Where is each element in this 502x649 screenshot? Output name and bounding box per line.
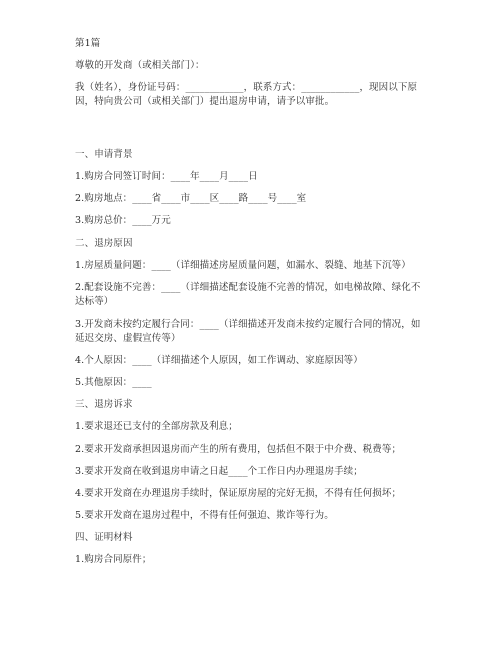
list-item: 5.其他原因：____ (75, 377, 152, 388)
list-item-line-1: 3.开发商未按约定履行合同：____（详细描述开发商未按约定履行合同的情况，如 (75, 319, 421, 330)
section-heading-evidence: 四、证明材料 (75, 532, 133, 543)
list-item: 3.购房总价：____万元 (75, 215, 171, 226)
list-item: 1.房屋质量问题：____（详细描述房屋质量问题，如漏水、裂缝、地基下沉等） (75, 260, 411, 271)
document-title: 第1篇 (75, 38, 101, 49)
section-heading-demands: 三、退房诉求 (75, 399, 133, 410)
list-item: 5.要求开发商在退房过程中，不得有任何强迫、欺诈等行为。 (75, 510, 334, 521)
list-item: 1.购房合同签订时间：____年____月____日 (75, 171, 258, 182)
salutation: 尊敬的开发商（或相关部门）： (75, 60, 205, 71)
section-heading-background: 一、申请背景 (75, 149, 133, 160)
intro-line-2: 因，特向贵公司（或相关部门）提出退房申请，请予以审批。 (75, 96, 335, 107)
list-item: 4.个人原因：____（详细描述个人原因，如工作调动、家庭原因等） (75, 355, 363, 366)
list-item: 4.要求开发商在办理退房手续时，保证原房屋的完好无损，不得有任何损坏； (75, 488, 402, 499)
intro-line-1: 我（姓名），身份证号码：____________，联系方式：____________，现因以下原 (75, 82, 418, 93)
list-item: 1.要求退还已支付的全部房款及利息； (75, 421, 238, 432)
section-heading-reasons: 二、退房原因 (75, 238, 133, 249)
list-item: 2.购房地点：____省____市____区____路____号____室 (75, 193, 307, 204)
list-item: 2.要求开发商承担因退房而产生的所有费用，包括但不限于中介费、税费等； (75, 444, 402, 455)
list-item: 1.购房合同原件； (75, 554, 152, 565)
list-item-line-2: 达标等） (75, 296, 114, 307)
list-item-line-1: 2.配套设施不完善：____（详细描述配套设施不完善的情况，如电梯故障、绿化不 (75, 282, 421, 293)
list-item: 3.要求开发商在收到退房申请之日起____个工作日内办理退房手续； (75, 466, 363, 477)
list-item-line-2: 延迟交房、虚假宣传等） (75, 333, 181, 344)
